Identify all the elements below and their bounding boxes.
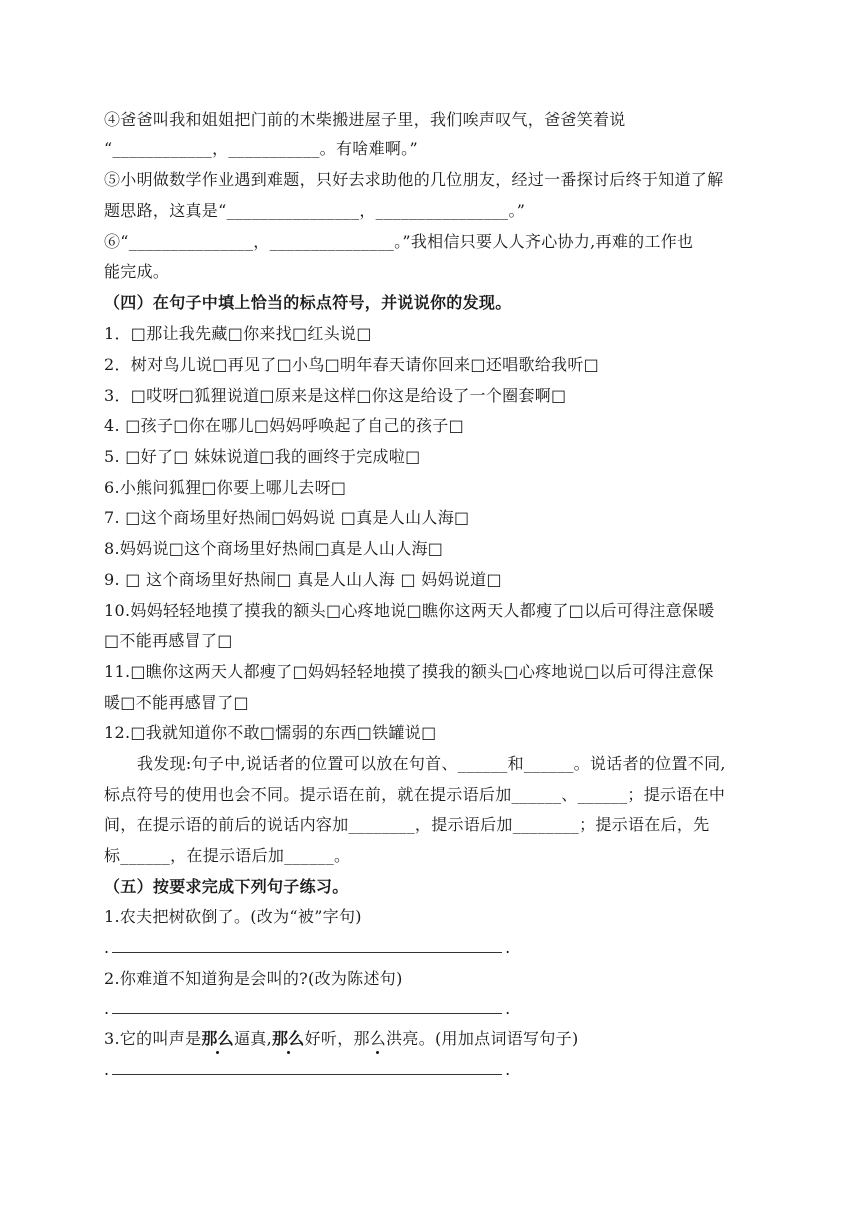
answer-blank[interactable] bbox=[112, 938, 502, 953]
answer-suffix: . bbox=[505, 999, 511, 1018]
question-2: 2.你难道不知道狗是会叫的?(改为陈述句) bbox=[104, 969, 403, 988]
emphasized-word: 那么 bbox=[201, 1029, 234, 1048]
q3-text: 3.它的叫声是 bbox=[104, 1029, 202, 1048]
text-line: 题思路，这真是“________________，________________。” bbox=[104, 201, 526, 220]
emphasized-word: 么 bbox=[369, 1029, 387, 1048]
answer-line-2[interactable] bbox=[104, 999, 510, 1019]
question-1: 1.农夫把树砍倒了。(改为“被”字句) bbox=[104, 907, 362, 926]
section-4-heading: （四）在句子中填上恰当的标点符号，并说说你的发现。 bbox=[104, 293, 512, 312]
discovery-text: 我发现:句子中,说话者的位置可以放在句首、______和______。说话者的位置不同, bbox=[137, 754, 726, 773]
answer-line-3[interactable] bbox=[104, 1060, 510, 1080]
answer-prefix: . bbox=[104, 938, 110, 957]
exercise-item: 9. □ 这个商场里好热闹□ 真是人山人海 □ 妈妈说道□ bbox=[104, 570, 502, 589]
exercise-item: 4. □孩子□你在哪儿□妈妈呼唤起了自己的孩子□ bbox=[104, 416, 465, 435]
section-5-heading: （五）按要求完成下列句子练习。 bbox=[104, 877, 349, 896]
answer-suffix: . bbox=[505, 1060, 511, 1079]
exercise-item: 3．□哎呀□狐狸说道□原来是这样□你这是给设了一个圈套啊□ bbox=[104, 386, 567, 405]
exercise-item: 10.妈妈轻轻地摸了摸我的额头□心疼地说□瞧你这两天人都瘦了□以后可得注意保暖 bbox=[104, 601, 715, 620]
text-line: ⑥“_______________，_______________。”我相信只要人人齐心协力,再难的工作也 bbox=[104, 232, 694, 251]
exercise-item: 5. □好了□ 妹妹说道□我的画终于完成啦□ bbox=[104, 447, 421, 466]
question-3 bbox=[104, 1029, 760, 1049]
exercise-item: 1．□那让我先藏□你来找□红头说□ bbox=[104, 324, 372, 343]
discovery-text: 标______，在提示语后加______。 bbox=[104, 846, 351, 865]
answer-blank[interactable] bbox=[112, 999, 502, 1014]
exercise-item: 2．树对鸟儿说□再见了□小鸟□明年春天请你回来□还唱歌给我听□ bbox=[104, 355, 600, 374]
q3-text: 逼真, bbox=[233, 1029, 272, 1048]
exercise-item: 12.□我就知道你不敢□懦弱的东西□铁罐说□ bbox=[104, 723, 437, 742]
q3-text: 好听，那 bbox=[304, 1029, 370, 1048]
answer-suffix: . bbox=[505, 938, 511, 957]
exercise-item: 6.小熊问狐狸□你要上哪儿去呀□ bbox=[104, 478, 347, 497]
discovery-text: 间，在提示语的前后的说话内容加________，提示语后加________；提示语在后，先 bbox=[104, 815, 710, 834]
exercise-item: 11.□瞧你这两天人都瘦了□妈妈轻轻地摸了摸我的额头□心疼地说□以后可得注意保 bbox=[104, 662, 714, 681]
exercise-item: 8.妈妈说□这个商场里好热闹□真是人山人海□ bbox=[104, 539, 444, 558]
answer-blank[interactable] bbox=[112, 1060, 502, 1075]
answer-prefix: . bbox=[104, 1060, 110, 1079]
exercise-item: 暖□不能再感冒了□ bbox=[104, 693, 249, 712]
text-line: 能完成。 bbox=[104, 262, 170, 281]
text-line: ⑤小明做数学作业遇到难题，只好去求助他的几位朋友，经过一番探讨后终于知道了解 bbox=[104, 170, 724, 189]
answer-prefix: . bbox=[104, 999, 110, 1018]
q3-text: 洪亮。(用加点词语写句子) bbox=[386, 1029, 579, 1048]
discovery-text: 标点符号的使用也会不同。提示语在前，就在提示语后加______、______；提示语在中 bbox=[104, 785, 726, 804]
exercise-item: □不能再感冒了□ bbox=[104, 631, 233, 650]
exercise-item: 7. □这个商场里好热闹□妈妈说 □真是人山人海□ bbox=[104, 508, 470, 527]
answer-line-1[interactable] bbox=[104, 938, 510, 958]
text-line: ④爸爸叫我和姐姐把门前的木柴搬进屋子里，我们唉声叹气，爸爸笑着说 bbox=[104, 110, 626, 129]
emphasized-word: 那么 bbox=[271, 1029, 305, 1048]
text-line: “____________，___________。有啥难啊。” bbox=[104, 139, 418, 158]
